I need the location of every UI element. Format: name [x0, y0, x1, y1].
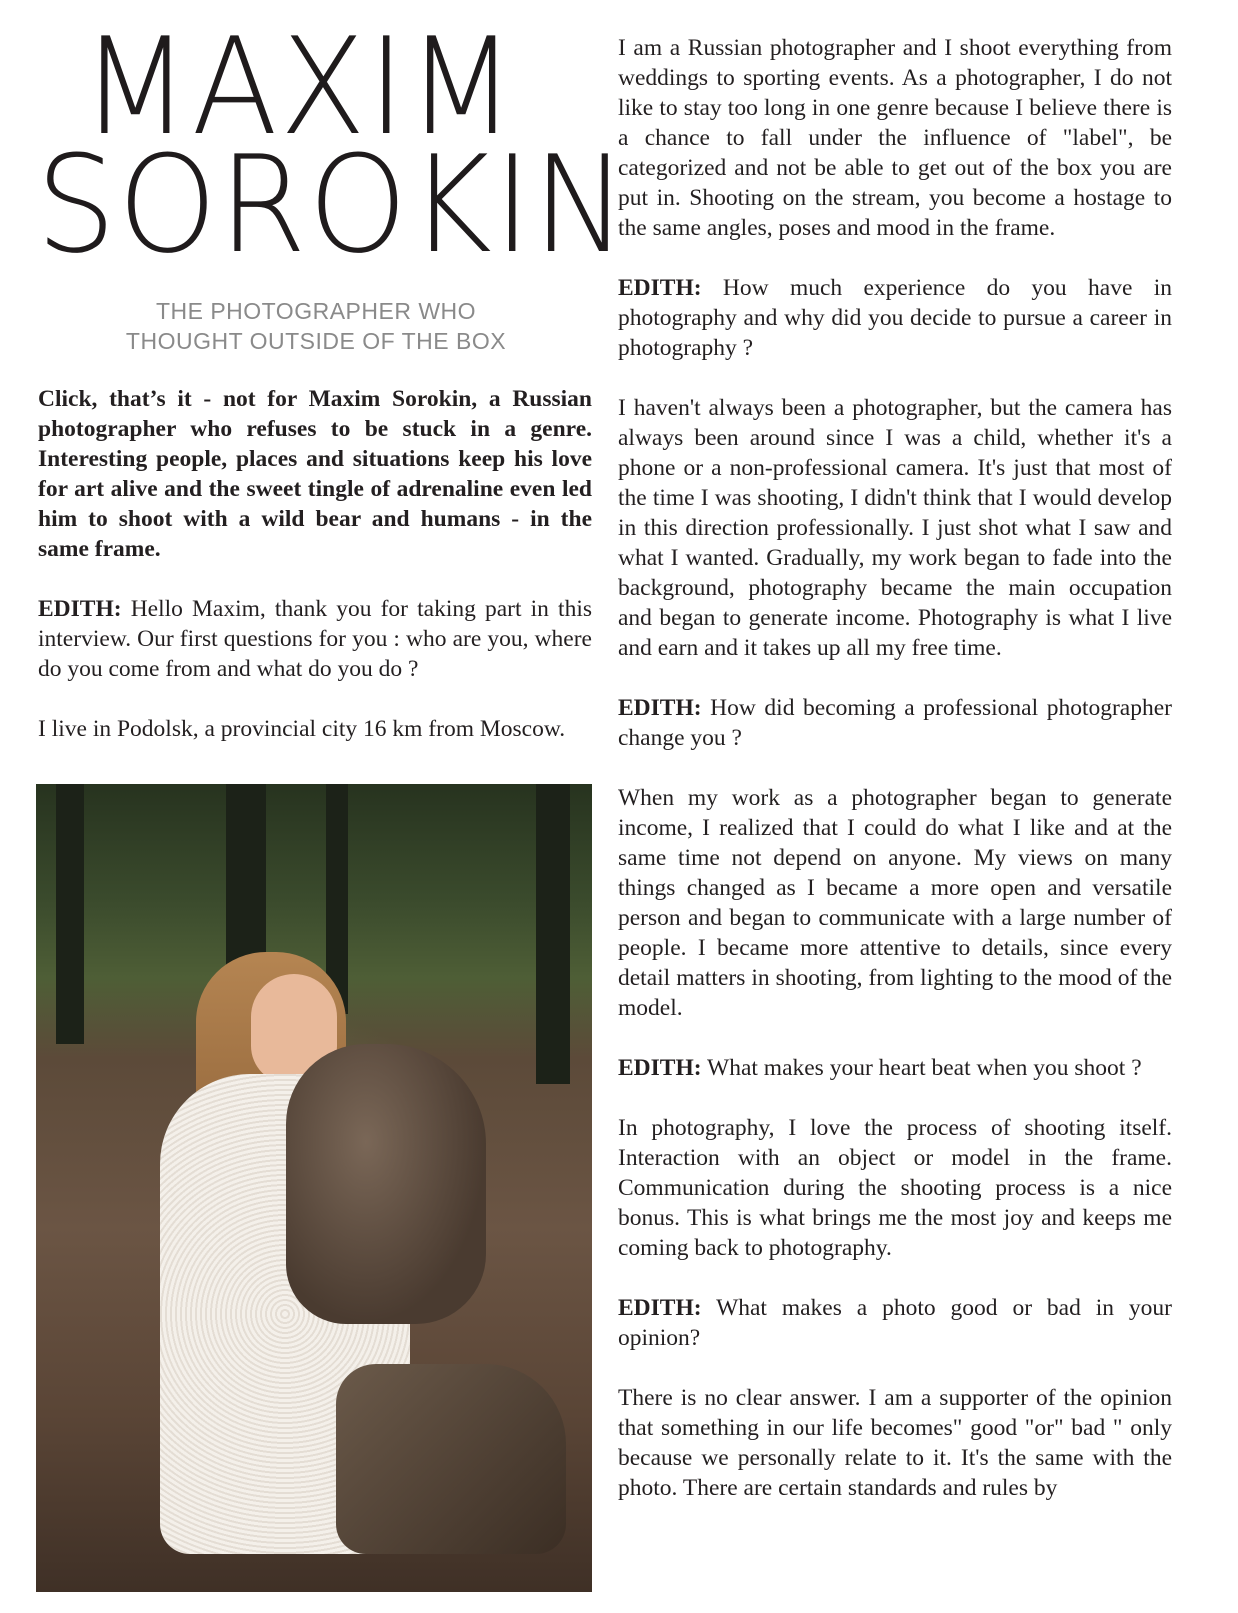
question-5 — [618, 1293, 1172, 1353]
answer-4: In photography, I love the process of shooting itself. Interaction with an object or model in the frame. Communication during the shooting process is a nice bonus. This is what brings me the most joy and keeps me coming back to photography. — [618, 1115, 1172, 1261]
subtitle-line-2: THOUGHT OUTSIDE OF THE BOX — [125, 328, 507, 354]
title-first-name: MAXIM — [81, 9, 518, 165]
title-last-name: SOROKIN — [36, 127, 629, 283]
answer-2: I haven't always been a photographer, but the camera has always been around since I was a child, whether it's a phone or a non-professional camera. It's just that most of the time I was shooting, I didn't think that I would develop in this direction professionally. I just shot what I saw and what I wanted. Gradually, my work began to fade into the background, photography became the main occupation and began to generate income. Photography is what I live and earn and it takes up all my free time. — [618, 395, 1172, 661]
left-column — [38, 384, 592, 774]
interviewer-label: EDITH: — [618, 1055, 702, 1081]
subtitle-line-1: THE PHOTOGRAPHER WHO — [155, 298, 477, 324]
log — [336, 1364, 566, 1554]
lead-paragraph: Click, that’s it - not for Maxim Sorokin, a Russian photographer who refuses to be stuck in a genre. Interesting people, places and situations keep his love for art alive and the sweet tingle of adrenaline even led him to shoot with a wild bear and humans - in the same frame. — [38, 386, 592, 562]
interviewer-label: EDITH: — [618, 695, 702, 721]
answer-1: I live in Podolsk, a provincial city 16 km from Moscow. — [38, 716, 566, 742]
answer-5: There is no clear answer. I am a supporter of the opinion that something in our life becomes" good "or" bad " only because we personally relate to it. It's the same with the photo. There are certain standards and rules by — [618, 1385, 1172, 1501]
question-3 — [618, 693, 1172, 753]
right-column — [618, 33, 1172, 1533]
question-text: How did becoming a professional photographer change you ? — [618, 695, 1172, 751]
question-text: What makes a photo good or bad in your opinion? — [618, 1295, 1173, 1351]
question-2 — [618, 273, 1172, 363]
tree-trunk — [536, 784, 570, 1084]
question-text: What makes your heart beat when you shoot ? — [707, 1055, 1142, 1081]
bear — [286, 1044, 486, 1324]
article-subtitle — [36, 296, 596, 356]
interviewer-label: EDITH: — [618, 275, 702, 301]
photo-woman-with-bear — [36, 784, 592, 1592]
question-1 — [38, 594, 592, 684]
answer-3: When my work as a photographer began to generate income, I realized that I could do what I like and at the same time not depend on anyone. My views on many things changed as I became a more open and versatile person and began to communicate with a large number of people. I became more attentive to details, since every detail matters in shooting, from lighting to the mood of the model. — [618, 785, 1172, 1021]
article-title — [36, 9, 629, 283]
interviewer-label: EDITH: — [38, 596, 122, 622]
question-text: How much experience do you have in photography and why did you decide to pursue a career in photography ? — [618, 275, 1172, 361]
question-text: Hello Maxim, thank you for taking part in this interview. Our first questions for you : who are you, where do you come from and what do you do ? — [38, 596, 592, 682]
question-4 — [618, 1053, 1172, 1083]
interviewer-label: EDITH: — [618, 1295, 702, 1321]
answer-1-continued: I am a Russian photographer and I shoot everything from weddings to sporting events. As a photographer, I do not like to stay too long in one genre because I believe there is a chance to fall under the influence of "label", be categorized and not be able to get out of the box you are put in. Shooting on the stream, you become a hostage to the same angles, poses and mood in the frame. — [618, 35, 1172, 241]
tree-trunk — [56, 784, 84, 1044]
